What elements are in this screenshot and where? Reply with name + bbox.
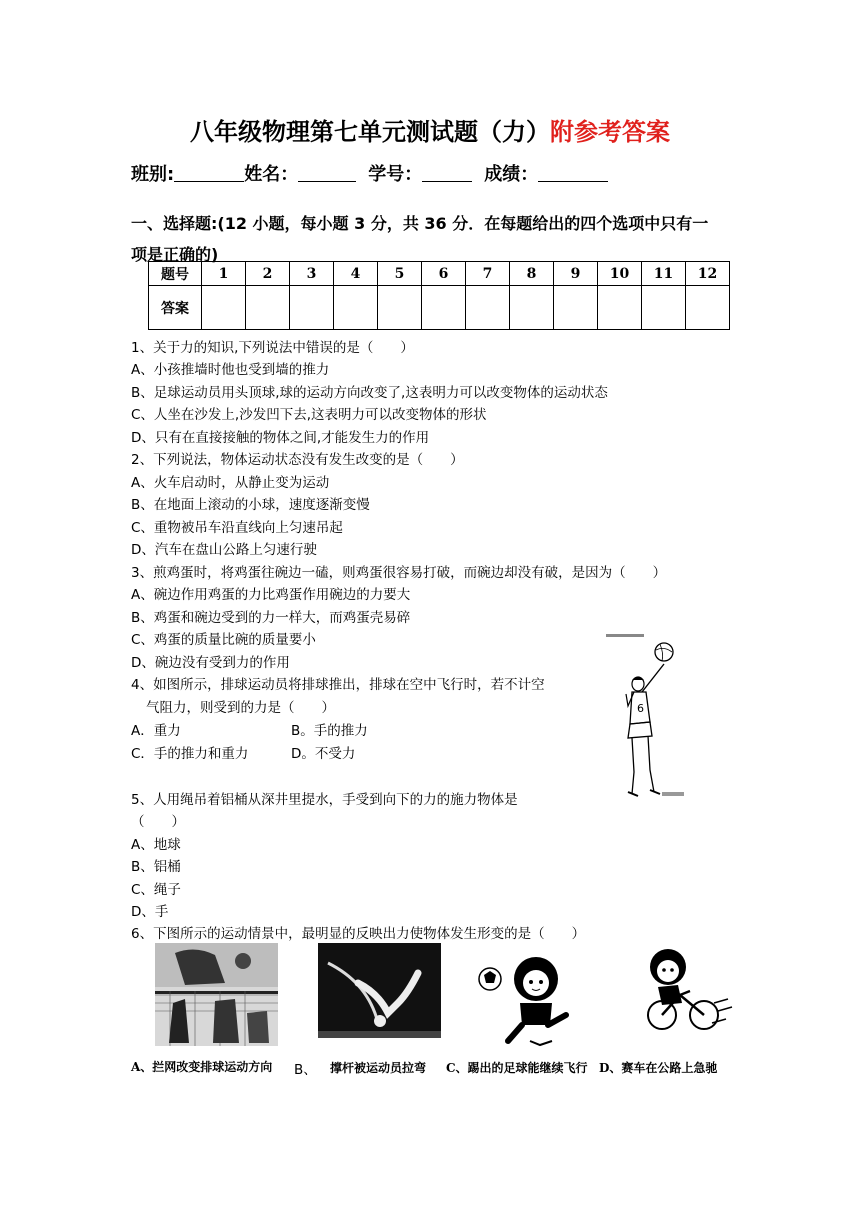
title-answer-note: 附参考答案 xyxy=(550,118,670,146)
q3-option-a: A、碗边作用鸡蛋的力比鸡蛋作用碗边的力要大 xyxy=(131,587,411,603)
col-number: 4 xyxy=(334,262,378,286)
q3-option-b: B、鸡蛋和碗边受到的力一样大，而鸡蛋壳易碎 xyxy=(131,610,411,626)
q4-stem-line1: 4、如图所示，排球运动员将排球推出，排球在空中飞行时，若不计空 xyxy=(131,677,545,693)
table-row-answers xyxy=(149,286,730,330)
answer-cell[interactable] xyxy=(554,286,598,330)
q2-option-b: B、在地面上滚动的小球，速度逐渐变慢 xyxy=(131,497,370,513)
q6-stem: 6、下图所示的运动情景中，最明显的反映出力使物体发生形变的是（ ） xyxy=(131,926,586,942)
q5-option-c: C、绳子 xyxy=(131,882,181,898)
row-label-number: 题号 xyxy=(149,262,202,286)
col-number: 1 xyxy=(202,262,246,286)
q4-stem-line2: 气阻力，则受到的力是（ ） xyxy=(146,700,335,716)
q1-option-a: A、小孩推墙时他也受到墙的推力 xyxy=(131,362,330,378)
col-number: 8 xyxy=(510,262,554,286)
q6-option-b: 撑杆被运动员拉弯 xyxy=(330,1061,427,1075)
q1-stem: 1、关于力的知识,下列说法中错误的是（ ） xyxy=(131,340,414,356)
q2-option-d: D、汽车在盘山公路上匀速行驶 xyxy=(131,542,317,558)
score-label: 成绩： xyxy=(484,164,539,185)
answer-table xyxy=(148,261,730,330)
q1-option-c: C、人坐在沙发上,沙发凹下去,这表明力可以改变物体的形状 xyxy=(131,407,487,423)
number-field[interactable] xyxy=(422,163,472,182)
col-number: 10 xyxy=(598,262,642,286)
q5-option-b: B、铝桶 xyxy=(131,859,181,875)
q3-option-c: C、鸡蛋的质量比碗的质量要小 xyxy=(131,632,316,648)
table-row-numbers xyxy=(149,262,730,286)
q4-option-b: B。手的推力 xyxy=(291,723,368,739)
answer-cell[interactable] xyxy=(642,286,686,330)
name-label: 姓名： xyxy=(244,164,299,185)
class-label: 班别: xyxy=(131,164,175,185)
col-number: 7 xyxy=(466,262,510,286)
volleyball-player-icon xyxy=(604,632,690,804)
q6-option-d: D、赛车在公路上急驰 xyxy=(599,1061,718,1075)
answer-cell[interactable] xyxy=(510,286,554,330)
q2-stem: 2、下列说法，物体运动状态没有发生改变的是（ ） xyxy=(131,452,464,468)
section-heading-line1: 一、选择题:(12 小题，每小题 3 分，共 36 分．在每题给出的四个选项中只有一 xyxy=(131,214,709,233)
col-number: 6 xyxy=(422,262,466,286)
student-info-line xyxy=(131,160,608,186)
q6-option-a-text: A、拦网改变排球运动方向 xyxy=(131,1060,273,1074)
row-label-answer: 答案 xyxy=(149,286,202,330)
answer-cell[interactable] xyxy=(378,286,422,330)
q6-option-b-prefix: B、 xyxy=(294,1062,317,1078)
name-field[interactable] xyxy=(298,163,356,182)
q5-stem-line2: （ ） xyxy=(131,814,185,830)
q6-option-c: C、踢出的足球能继续飞行 xyxy=(446,1061,588,1075)
class-field[interactable] xyxy=(174,163,244,182)
q5-stem-line1: 5、人用绳吊着铝桶从深井里提水，手受到向下的力的施力物体是 xyxy=(131,792,518,808)
col-number: 2 xyxy=(246,262,290,286)
volleyball-net-photo-icon xyxy=(155,943,278,1046)
svg-text:6: 6 xyxy=(637,702,644,715)
answer-cell[interactable] xyxy=(598,286,642,330)
mascot-cycling-icon xyxy=(632,945,734,1035)
q5-option-d: D、手 xyxy=(131,904,169,920)
mascot-kicking-ball-icon xyxy=(470,945,593,1055)
q2-option-c: C、重物被吊车沿直线向上匀速吊起 xyxy=(131,520,343,536)
q5-option-a: A、地球 xyxy=(131,837,181,853)
answer-cell[interactable] xyxy=(334,286,378,330)
q6-option-a xyxy=(131,1058,272,1075)
answer-cell[interactable] xyxy=(422,286,466,330)
col-number: 12 xyxy=(686,262,730,286)
answer-cell[interactable] xyxy=(290,286,334,330)
col-number: 5 xyxy=(378,262,422,286)
col-number: 9 xyxy=(554,262,598,286)
col-number: 3 xyxy=(290,262,334,286)
q4-option-a: A．重力 xyxy=(131,723,181,739)
q3-stem: 3、煎鸡蛋时，将鸡蛋往碗边一磕，则鸡蛋很容易打破，而碗边却没有破，是因为（ ） xyxy=(131,565,667,581)
answer-cell[interactable] xyxy=(466,286,510,330)
q4-option-c: C．手的推力和重力 xyxy=(131,746,249,762)
score-field[interactable] xyxy=(538,163,608,182)
q1-option-b: B、足球运动员用头顶球,球的运动方向改变了,这表明力可以改变物体的运动状态 xyxy=(131,385,608,401)
q1-option-d: D、只有在直接接触的物体之间,才能发生力的作用 xyxy=(131,430,430,446)
q3-option-d: D、碗边没有受到力的作用 xyxy=(131,655,290,671)
number-label: 学号： xyxy=(368,164,423,185)
title-main: 八年级物理第七单元测试题（力） xyxy=(190,118,550,146)
col-number: 11 xyxy=(642,262,686,286)
q2-option-a: A、火车启动时，从静止变为运动 xyxy=(131,475,330,491)
q4-option-d: D。不受力 xyxy=(291,746,356,762)
answer-cell[interactable] xyxy=(686,286,730,330)
pole-vault-photo-icon xyxy=(318,943,441,1038)
answer-cell[interactable] xyxy=(246,286,290,330)
section-heading-line2: 项是正确的) xyxy=(131,245,219,264)
page-title xyxy=(0,112,860,147)
answer-cell[interactable] xyxy=(202,286,246,330)
